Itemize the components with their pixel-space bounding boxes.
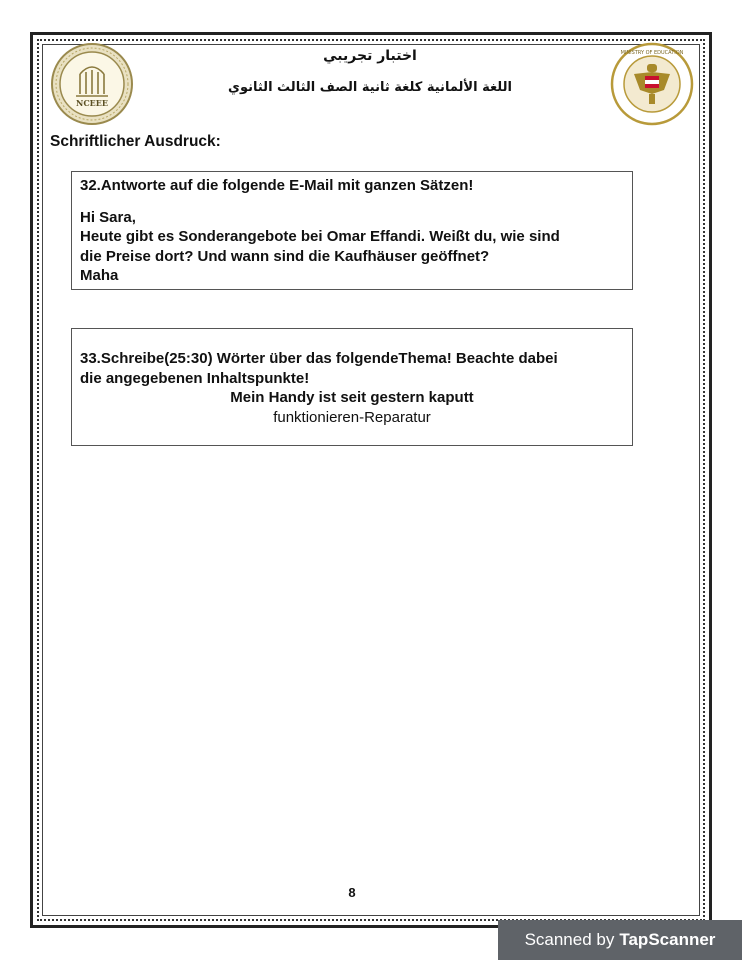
task-33-topic: Mein Handy ist seit gestern kaputt [230, 389, 474, 406]
page-border-frame [30, 32, 712, 928]
task-32-prompt: 32.Antworte auf die folgende E-Mail mit ganzen Sätzen! [80, 177, 474, 194]
exam-title: اختبار تجريبي [323, 48, 417, 64]
nceee-seal-logo-icon [50, 42, 134, 126]
scanner-badge-brand: TapScanner [619, 930, 716, 949]
task-33-points: funktionieren-Reparatur [273, 408, 431, 426]
scanner-watermark-badge [498, 920, 742, 960]
task-33-prompt-line2: die angegebenen Inhaltspunkte! [80, 369, 310, 387]
nceee-logo-text: NCEEE [76, 98, 108, 108]
svg-text:MINISTRY OF EDUCATION: MINISTRY OF EDUCATION [620, 50, 684, 56]
task-32-greeting: Hi Sara, [80, 208, 136, 226]
task-32-signature: Maha [80, 267, 119, 284]
exam-subtitle: اللغة الألمانية كلغة ثانية الصف الثالث الثانوي [228, 80, 512, 95]
task-33-prompt-line1: 33.Schreibe(25:30) Wörter über das folgendeThema! Beachte dabei [80, 350, 558, 367]
page-number: 8 [348, 885, 356, 900]
section-heading: Schriftlicher Ausdruck: [50, 133, 221, 150]
task-33-box [71, 328, 633, 446]
scanner-badge-prefix: Scanned by [524, 930, 615, 949]
ministry-eagle-logo-icon [610, 42, 694, 126]
task-32-box [71, 171, 633, 290]
task-32-body-line1: Heute gibt es Sonderangebote bei Omar Effandi. Weißt du, wie sind [80, 228, 560, 245]
task-32-body-line2: die Preise dort? Und wann sind die Kaufhäuser geöffnet? [80, 247, 490, 265]
